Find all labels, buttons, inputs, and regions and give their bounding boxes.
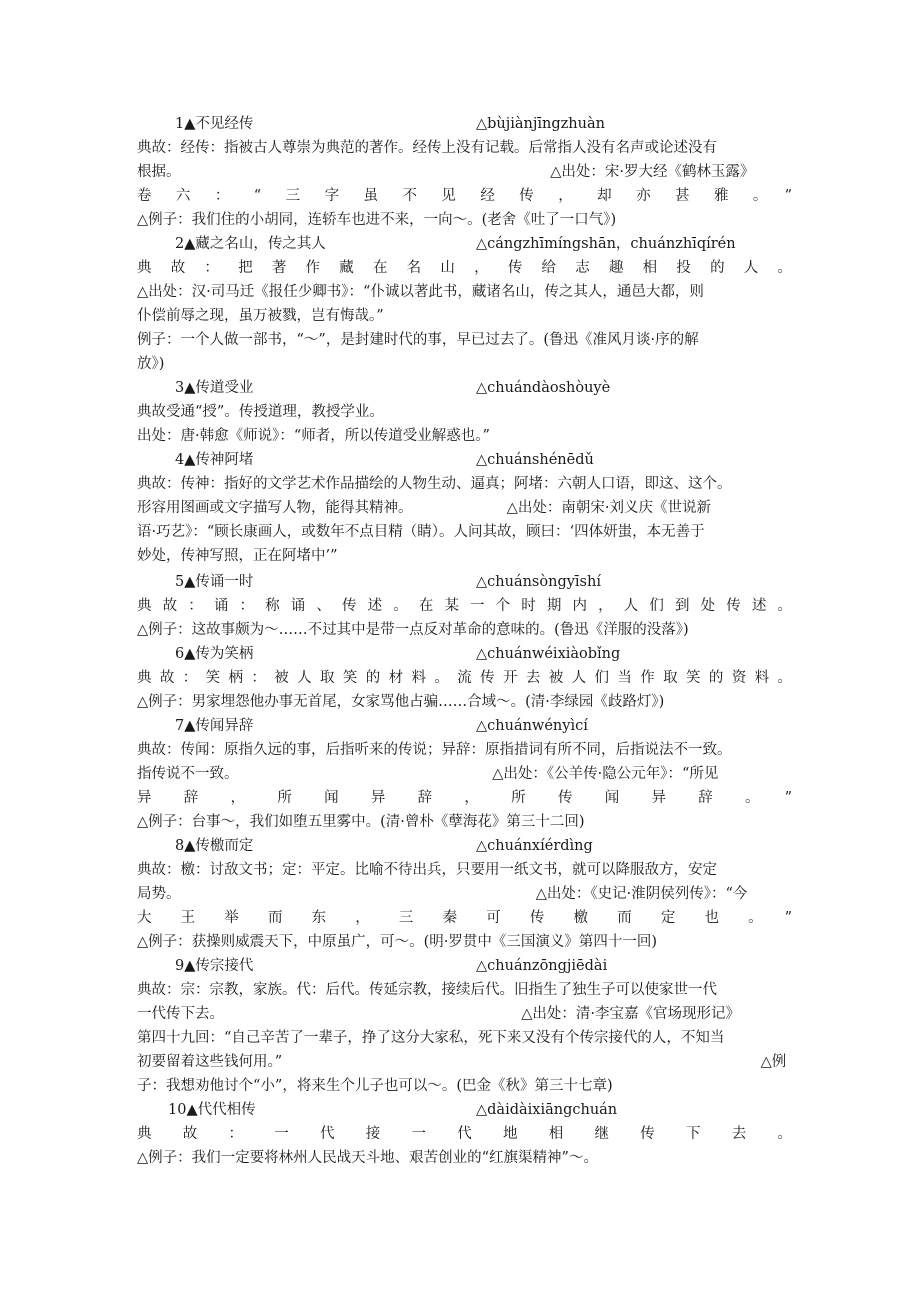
entry-text-line: △例子：男家埋怨他办事无首尾，女家骂他占骗……合域～。(清·李绿园《歧路灯》) [137, 694, 665, 710]
entry-text-line: △出处：汉·司马迁《报任少卿书》：“仆诚以著此书，藏诸名山，传之其人，通邑大都，则 [137, 284, 704, 300]
entry-heading [168, 1098, 785, 1122]
entry-text-line: 形容用图画或文字描写人物，能得其精神。 △出处：南朝宋·刘义庆《世说新 [137, 500, 712, 516]
entry-text-line: 典故：经传：指被古人尊崇为典范的著作。经传上没有记载。后常指人没有名声或论述没有 [137, 140, 717, 156]
entry-pinyin: △chuándàoshòuyè [476, 380, 611, 396]
entry-text-line: 异辞，所闻异辞，所传闻异辞。” [137, 790, 792, 806]
entry-heading [175, 714, 792, 738]
entry-text-line: 典故：笑柄：被人取笑的材料。流传开去被人们当作取笑的资料。 [137, 670, 792, 686]
entry-heading [175, 376, 792, 400]
entry-heading [175, 834, 792, 858]
entry-text-line: 典故受通“授”。传授道理，教授学业。 [137, 404, 384, 420]
entry-text-line: 妙处，传神写照，正在阿堵中’” [137, 548, 338, 564]
entry-text-line: 第四十九回：“自己辛苦了一辈子，挣了这分大家私，死下来又没有个传宗接代的人，不知当 [137, 1030, 725, 1046]
entry-text-line: △例子：获操则威震天下，中原虽广，可～。(明·罗贯中《三国演义》第四十一回) [137, 934, 658, 950]
entry-text-line: 根据。 △出处：宋·罗大经《鹤林玉露》 [137, 164, 755, 180]
entry-title: 10▲代代相传 [168, 1102, 256, 1118]
entry-pinyin: △chuánsòngyīshí [476, 574, 601, 590]
entry-title: 7▲传闻异辞 [175, 718, 254, 734]
entry-title: 4▲传神阿堵 [175, 452, 254, 468]
entry-text-line: 典故：檄：讨敌文书；定：平定。比喻不待出兵，只要用一纸文书，就可以降服敌方，安定 [137, 862, 717, 878]
entry-text-line: △例子：我们一定要将林州人民战天斗地、艰苦创业的“红旗渠精神”～。 [137, 1150, 598, 1166]
entry-pinyin: △bùjiànjīngzhuàn [476, 116, 605, 132]
entry-text-line: △例子：台事～，我们如堕五里雾中。(清·曾朴《孽海花》第三十二回) [137, 814, 585, 830]
entry-heading [175, 112, 792, 136]
entry-pinyin: △chuánshénēdǔ [476, 452, 594, 468]
entry-pinyin: △chuánxíérdìng [476, 838, 593, 854]
entry-title: 2▲藏之名山，传之其人 [175, 236, 326, 252]
entry-text-line: 指传说不一致。 △出处：《公羊传·隐公元年》：“所见 [137, 766, 719, 782]
entry-pinyin: △chuánwéixiàobǐng [476, 646, 621, 662]
entry-title: 5▲传诵一时 [175, 574, 254, 590]
entry-text-line: 例子：一个人做一部书，“～”，是封建时代的事，早已过去了。(鲁迅《准风月谈·序的解 [137, 332, 699, 348]
entry-pinyin: △chuánwényìcí [476, 718, 588, 734]
entry-heading [175, 642, 792, 666]
entry-heading [175, 448, 792, 472]
entry-pinyin: △dàidàixiāngchuán [476, 1102, 618, 1118]
entry-text-line: 典故：把著作藏在名山，传给志趣相投的人。 [137, 260, 792, 276]
entry-text-line: 仆偿前辱之现，虽万被戮，岂有悔哉。” [137, 308, 384, 324]
entry-title: 1▲不见经传 [175, 116, 254, 132]
entry-text-line: 一代传下去。 △出处：清·李宝嘉《官场现形记》 [137, 1006, 741, 1022]
entry-text-line: 出处：唐·韩愈《师说》：“师者，所以传道受业解惑也。” [137, 428, 490, 444]
entry-text-line: 卷六：“三字虽不见经传，却亦甚雅。” [137, 188, 792, 204]
entry-heading [175, 954, 792, 978]
entry-text-line: △例子：我们住的小胡同，连轿车也进不来，一向～。(老舍《吐了一口气》) [137, 212, 617, 228]
entry-text-line: 子：我想劝他讨个“小”，将来生个儿子也可以～。(巴金《秋》第三十七章) [137, 1078, 613, 1094]
entry-text-line: △例子：这故事颇为～……不过其中是带一点反对革命的意味的。(鲁迅《洋服的没落》) [137, 622, 689, 638]
entry-text-line: 典故：宗：宗教，家族。代：后代。传延宗教，接续后代。旧指生了独生子可以使家世一代 [137, 982, 717, 998]
entry-text-line: 局势。 △出处：《史记·淮阴侯列传》：“今 [137, 886, 748, 902]
entry-heading [175, 570, 792, 594]
entry-title: 8▲传檄而定 [175, 838, 254, 854]
entry-text-line: 放》) [137, 356, 165, 372]
entry-text-line: 初要留着这些钱何用。” △例 [137, 1054, 787, 1070]
entry-text-line: 典故：一代接一代地相继传下去。 [137, 1126, 792, 1142]
entry-title: 3▲传道受业 [175, 380, 254, 396]
entry-text-line: 典故：传神：指好的文学艺术作品描绘的人物生动、逼真；阿堵：六朝人口语，即这、这个。 [137, 476, 732, 492]
entry-heading [175, 232, 792, 256]
entry-title: 6▲传为笑柄 [175, 646, 254, 662]
entry-pinyin: △chuánzōngjiēdài [476, 958, 608, 974]
entry-text-line: 典故：诵：称诵、传述。在某一个时期内，人们到处传述。 [137, 598, 792, 614]
entry-title: 9▲传宗接代 [175, 958, 254, 974]
entry-text-line: 典故：传闻：原指久远的事，后指听来的传说；异辞：原指措词有所不同，后指说法不一致。 [137, 742, 732, 758]
entry-pinyin: △cángzhīmíngshān，chuánzhīqírén [476, 236, 736, 252]
entry-text-line: 大王举而东，三秦可传檄而定也。” [137, 910, 792, 926]
entry-text-line: 语·巧艺》：“顾长康画人，或数年不点目精（睛）。人问其故，顾曰：‘四体妍蚩，本无善于 [137, 524, 705, 540]
